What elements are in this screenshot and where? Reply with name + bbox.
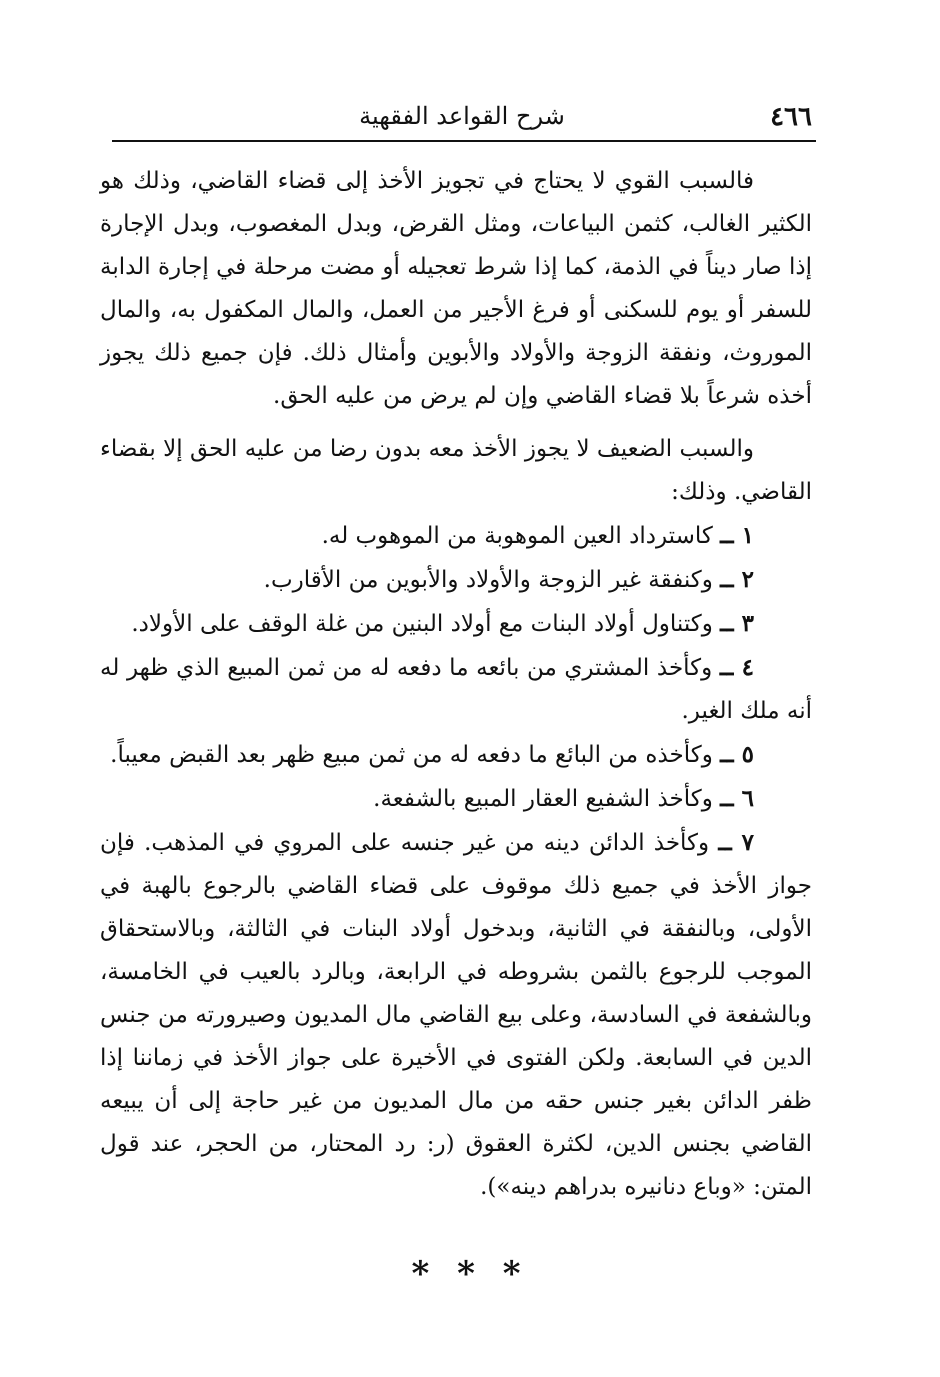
list-item-text: وكأخذ المشتري من بائعه ما دفعه له من ثمن المبيع الذي ظهر له أنه ملك الغير. — [100, 655, 812, 724]
paragraph-strong-cause: فالسبب القوي لا يحتاج في تجويز الأخذ إلى قضاء القاضي، وذلك هو الكثير الغالب، كثمن البياعات، ومثل القرض، وبدل المغصوب، وبدل الإجارة إذا صار ديناً في الذمة، كما إذا شرط تعجيله أو مضت مرحلة في إجارة الدابة للسفر أو يوم للسكنى أو فرغ الأجير من العمل، والمال المكفول به، والمال الموروث، ونفقة الزوجة والأولاد والأبوين وأمثال ذلك. فإن جميع ذلك يجوز أخذه شرعاً بلا قضاء القاضي وإن لم يرض من عليه الحق. — [100, 168, 812, 409]
list-item-number: ٧ ــ — [718, 829, 755, 856]
list-item — [100, 646, 812, 733]
list-item — [100, 514, 812, 558]
page-number: ٤٦٦ — [770, 102, 812, 132]
list-item-text: وكأخذ الشفيع العقار المبيع بالشفعة. — [373, 786, 713, 812]
page-header — [112, 96, 812, 136]
list-item-number: ٢ ــ — [720, 566, 754, 593]
page-body — [100, 160, 812, 1209]
list-item — [100, 733, 812, 777]
section-end-mark: * * * — [411, 1254, 529, 1294]
paragraph-weak-cause: والسبب الضعيف لا يجوز الأخذ معه بدون رضا من عليه الحق إلا بقضاء القاضي. وذلك: — [100, 436, 812, 505]
list-item-number: ٤ ــ — [719, 654, 755, 681]
list-item-text: وكتناول أولاد البنات مع أولاد البنين من غلة الوقف على الأولاد. — [131, 611, 713, 637]
list-item — [100, 821, 812, 1209]
list-item — [100, 777, 812, 821]
running-title: شرح القواعد الفقهية — [359, 102, 565, 130]
header-rule — [112, 140, 816, 142]
list-item-text: وكنفقة غير الزوجة والأولاد والأبوين من الأقارب. — [263, 567, 713, 593]
list-item — [100, 602, 812, 646]
list-item-text: وكأخذه من البائع ما دفعه له من ثمن مبيع ظهر بعد القبض معيباً. — [110, 742, 713, 768]
list-item-text: وكأخذ الدائن دينه من غير جنسه على المروي في المذهب. فإن جواز الأخذ في جميع ذلك موقوف على قضاء القاضي بالرجوع بالهبة في الأولى، وبالنفقة في الثانية، وبدخول أولاد البنات في الثالثة، وبالاستحقاق الموجب للرجوع بالثمن بشروطه في الرابعة، وبالرد بالعيب في الخامسة، وبالشفعة في السادسة، وعلى بيع القاضي مال المديون وصيرورته من جنس الدين في السابعة. ولكن الفتوى في الأخيرة على جواز الأخذ في زماننا إذا ظفر الدائن بغير جنس حقه من مال المديون من غير حاجة إلى أن يبيعه القاضي بجنس الدين، لكثرة العقوق (ر: رد المحتار، من الحجر، عند قول المتن: «وباع دنانيره بدراهم دينه»). — [100, 830, 812, 1200]
list-item-number: ١ ــ — [720, 522, 754, 549]
list-item-number: ٥ ــ — [720, 741, 754, 768]
list-item — [100, 558, 812, 602]
list-item-number: ٣ ــ — [720, 610, 754, 637]
list-item-text: كاسترداد العين الموهوبة من الموهوب له. — [321, 523, 713, 549]
list-item-number: ٦ ــ — [720, 785, 754, 812]
